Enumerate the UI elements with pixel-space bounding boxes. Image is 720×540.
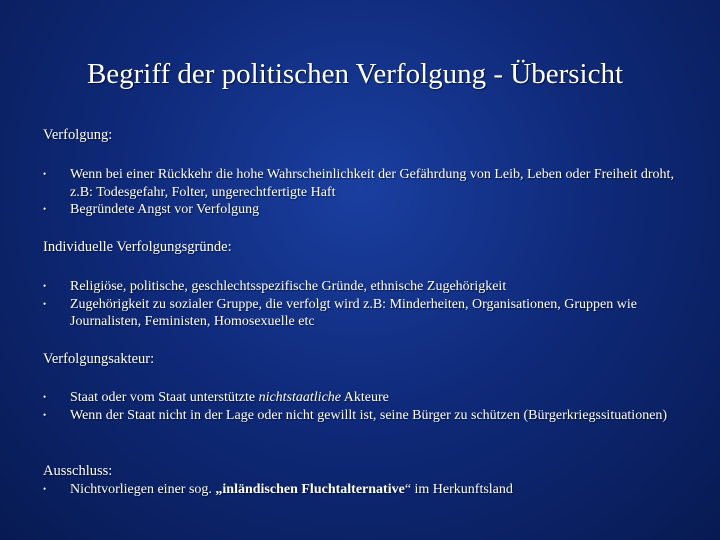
bullet-icon: • <box>43 392 47 402</box>
section-heading-verfolgungsgruende: Individuelle Verfolgungsgründe: <box>43 239 232 255</box>
list-item <box>43 296 683 331</box>
slide-title: Begriff der politischen Verfolgung - Übersicht <box>86 58 624 90</box>
list-item <box>43 389 683 407</box>
strong-text: „inländischen Fluchtalternative <box>215 482 405 497</box>
bullet-icon: • <box>43 409 47 420</box>
bullet-text: Begründete Angst vor Verfolgung <box>70 202 260 217</box>
section-heading-verfolgung: Verfolgung: <box>43 127 113 143</box>
section-heading-verfolgungsakteur: Verfolgungsakteur: <box>43 351 155 367</box>
bullet-icon: • <box>43 484 47 494</box>
bullet-text: Zugehörigkeit zu sozialer Gruppe, die verfolgt wird z.B: Minderheiten, Organisationen, Gruppen wie Journalisten, Feministen, Homosexuelle etc <box>70 296 637 329</box>
section-heading-ausschluss: Ausschluss: <box>43 463 113 479</box>
list-item <box>43 407 683 425</box>
bullet-icon: • <box>43 298 47 309</box>
bullet-icon: • <box>43 169 47 179</box>
emphasis-text: nichtstaatliche <box>258 390 341 405</box>
bullet-list-verfolgung <box>43 166 683 219</box>
bullet-list-verfolgungsakteur <box>43 389 683 424</box>
bullet-list-ausschluss <box>43 481 683 499</box>
bullet-text: Staat oder vom Staat unterstützte nichtstaatliche Akteure <box>70 390 389 405</box>
bullet-text: Wenn bei einer Rückkehr die hohe Wahrscheinlichkeit der Gefährdung von Leib, Leben oder Freiheit droht, z.B: Todesgefahr, Folter, ungerechtfertigte Haft <box>70 167 674 200</box>
list-item <box>43 201 683 219</box>
list-item <box>43 166 683 201</box>
list-item <box>43 278 683 296</box>
bullet-icon: • <box>43 204 47 214</box>
bullet-icon: • <box>43 281 47 291</box>
bullet-text: Nichtvorliegen einer sog. „inländischen Fluchtalternative“ im Herkunftsland <box>70 482 513 497</box>
bullet-text: Religiöse, politische, geschlechtsspezifische Gründe, ethnische Zugehörigkeit <box>70 279 507 294</box>
list-item <box>43 481 683 499</box>
bullet-list-verfolgungsgruende <box>43 278 683 331</box>
bullet-text: Wenn der Staat nicht in der Lage oder nicht gewillt ist, seine Bürger zu schützen (Bürgerkriegssituationen) <box>70 407 668 423</box>
